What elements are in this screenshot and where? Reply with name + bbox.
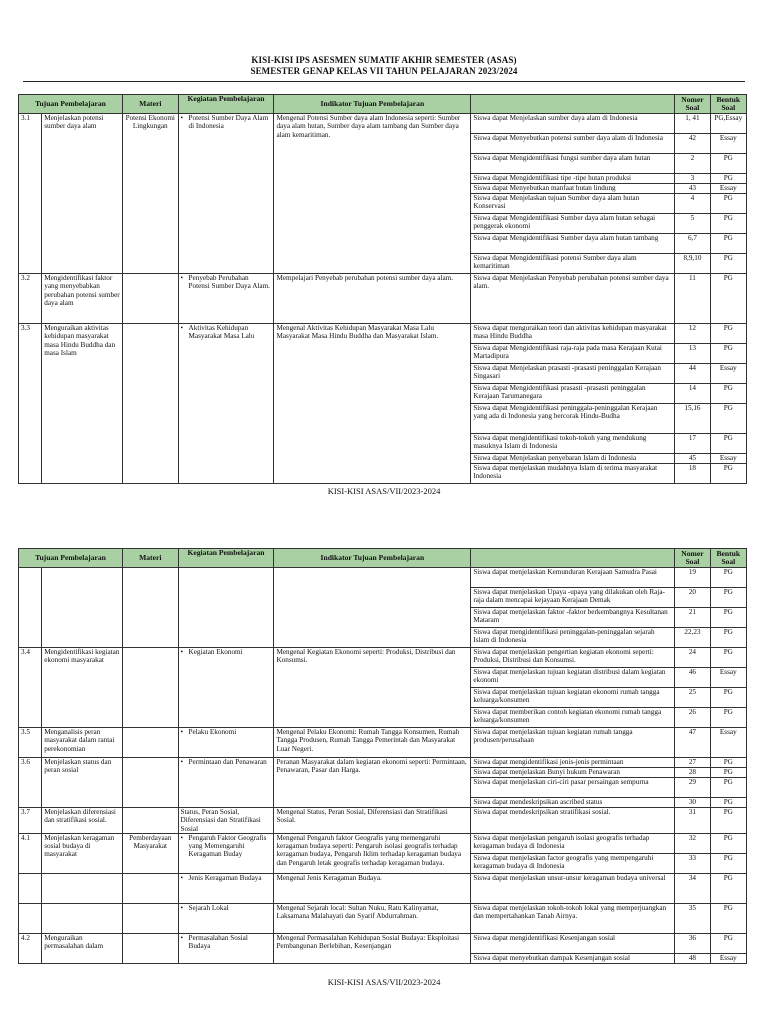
bentuk-soal: PG bbox=[710, 798, 746, 808]
bentuk-soal: PG bbox=[710, 688, 746, 708]
table-row bbox=[19, 833, 747, 853]
header-materi: Materi bbox=[123, 549, 179, 568]
header-blank bbox=[471, 95, 675, 114]
bentuk-soal: PG bbox=[710, 404, 746, 434]
kegiatan-cell bbox=[178, 324, 274, 484]
nomer-soal: 11 bbox=[675, 274, 710, 324]
kegiatan-text: Sejarah Lokal bbox=[188, 903, 229, 912]
nomer-soal: 44 bbox=[675, 364, 710, 384]
table-row bbox=[19, 648, 747, 668]
bentuk-soal: PG bbox=[710, 873, 746, 903]
kegiatan-cell bbox=[178, 758, 274, 808]
kegiatan-text: Kegiatan Ekonomi bbox=[188, 648, 243, 656]
nomer-soal: 15,16 bbox=[675, 404, 710, 434]
materi-cell: Potensi Ekonomi Lingkungan bbox=[123, 114, 179, 274]
bentuk-soal: PG bbox=[710, 194, 746, 214]
tp-number: 4.2 bbox=[19, 933, 42, 963]
kegiatan-text: Aktivitas Kehidupan Masyarakat Masa Lalu bbox=[188, 324, 255, 341]
materi-cell: Pemberdayaan Masyarakat bbox=[123, 833, 179, 873]
indikator-soal-text: Siswa dapat menjelaskan mudahnya Islam di terima masyarakat Indonesia bbox=[471, 464, 675, 484]
bullet-icon: • bbox=[180, 758, 184, 766]
nomer-soal: 12 bbox=[675, 324, 710, 344]
indikator-soal-text: Siswa dapat Mengidentifikasi prasasti -prasasti peninggalan Kerajaan Tarumanegara bbox=[471, 384, 675, 404]
page-footer: KISI-KISI ASAS/VII/2023-2024 bbox=[327, 977, 441, 987]
kegiatan-cell: Status, Peran Sosial, Diferensiasi dan Stratifikasi Sosial bbox=[178, 808, 274, 834]
bentuk-soal: PG bbox=[710, 384, 746, 404]
bentuk-soal: PG bbox=[710, 708, 746, 728]
indikator-soal-text: Siswa dapat Mengidentifikasi peninggala-peninggalan Kerajaan yang ada di Indonesia yang bercorak Hindu-Budha bbox=[471, 404, 675, 434]
nomer-soal: 8,9,10 bbox=[675, 254, 710, 274]
header-row bbox=[19, 95, 747, 114]
bentuk-soal: Essay bbox=[710, 184, 746, 194]
bullet-icon: • bbox=[180, 324, 184, 332]
bentuk-soal: Essay bbox=[710, 668, 746, 688]
bullet-icon: • bbox=[180, 728, 184, 736]
nomer-soal: 30 bbox=[675, 798, 710, 808]
kegiatan-text: Pengaruh Faktor Geografis yang Memengaruhi Keragaman Buday bbox=[188, 833, 267, 859]
bentuk-soal: PG bbox=[710, 434, 746, 454]
kegiatan-text: Potensi Sumber Daya Alam di Indonesia bbox=[188, 114, 269, 131]
indikator-soal-text: Siswa dapat Menjelaskan tujuan Sumber daya alam hutan Konservasi bbox=[471, 194, 675, 214]
indikator-soal-text: Siswa dapat Mengidentifikasi Sumber daya alam hutan sebagai penggerak ekonomi bbox=[471, 214, 675, 234]
kegiatan-cell bbox=[178, 933, 274, 963]
kegiatan-cell bbox=[178, 568, 274, 648]
indikator-soal-text: Siswa dapat Mengidentifikasi tipe -tipe hutan produksi bbox=[471, 174, 675, 184]
bentuk-soal: PG bbox=[710, 768, 746, 778]
tp-description: Menjelaskan potensi sumber daya alam bbox=[42, 114, 123, 274]
nomer-soal: 19 bbox=[675, 568, 710, 588]
indikator-soal-text: Siswa dapat mendeskripsikan ascribed status bbox=[471, 798, 675, 808]
nomer-soal: 1, 41 bbox=[675, 114, 710, 134]
tp-description bbox=[42, 568, 123, 648]
indikator-soal-text: Siswa dapat menjelaskan Upaya -upaya yang dilakukan oleh Raja-raja dalam mencapai kejayaan Kerajaan Demak bbox=[471, 588, 675, 608]
bentuk-soal: PG bbox=[710, 254, 746, 274]
kegiatan-item bbox=[181, 904, 272, 912]
nomer-soal: 3 bbox=[675, 174, 710, 184]
bentuk-soal: PG bbox=[710, 758, 746, 768]
bentuk-soal: PG bbox=[710, 324, 746, 344]
indikator-soal-text: Siswa dapat Mengidentifikasi Sumber daya alam hutan tambang bbox=[471, 234, 675, 254]
kegiatan-item bbox=[181, 834, 272, 859]
materi-cell bbox=[123, 324, 179, 484]
materi-cell bbox=[123, 808, 179, 834]
tp-description: Menguraikan aktivitas kehidupan masyarakat masa Hindu Buddha dan masa Islam bbox=[42, 324, 123, 484]
materi-cell bbox=[123, 758, 179, 808]
indikator-soal-text: Siswa dapat mendeskripsikan stratifikasi sosial. bbox=[471, 808, 675, 834]
bullet-icon: • bbox=[180, 274, 184, 282]
bentuk-soal: PG bbox=[710, 903, 746, 933]
indikator-soal-text: Siswa dapat mengidentifikasi Kesenjangan sosial bbox=[471, 933, 675, 953]
indikator-soal-text: Siswa dapat Menyebutkan potensi sumber daya alam di Indonesia bbox=[471, 134, 675, 154]
header-bentuk-soal: Bentuk Soal bbox=[710, 95, 746, 114]
kegiatan-item bbox=[181, 274, 272, 291]
tp-number bbox=[19, 568, 42, 648]
bentuk-soal: PG bbox=[710, 628, 746, 648]
nomer-soal: 18 bbox=[675, 464, 710, 484]
kegiatan-cell bbox=[178, 274, 274, 324]
bentuk-soal: PG bbox=[710, 174, 746, 184]
header-nomer-soal: Nomer Soal bbox=[675, 95, 710, 114]
indikator-soal-text: Siswa dapat menjelaskan tujuan kegiatan distribusi dalam kegiatan ekonomi bbox=[471, 668, 675, 688]
indikator-soal-text: Siswa dapat menjelaskan unsur-unsur keragaman budaya universal bbox=[471, 873, 675, 903]
materi-cell bbox=[123, 568, 179, 648]
tp-description: Mengidentifikasi faktor yang menyebabkan perubahan potensi sumber daya alam bbox=[42, 274, 123, 324]
nomer-soal: 46 bbox=[675, 668, 710, 688]
kisi-kisi-table-page-2 bbox=[18, 548, 747, 964]
page-footer: KISI-KISI ASAS/VII/2023-2024 bbox=[327, 486, 441, 496]
indikator-cell: Mengenal Status, Peran Sosial, Diferensiasi dan Stratifikasi Sosial. bbox=[274, 808, 471, 834]
indikator-soal-text: Siswa dapat Menjelaskan penyebaran Islam di Indonesia bbox=[471, 454, 675, 464]
header-indikator: Indikator Tujuan Pembelajaran bbox=[274, 95, 471, 114]
indikator-soal-text: Siswa dapat menjelaskan factor geografis yang mempengaruhi keragaman budaya di Indonesia bbox=[471, 853, 675, 873]
bentuk-soal: PG bbox=[710, 778, 746, 798]
kegiatan-cell bbox=[178, 648, 274, 728]
indikator-soal-text: Siswa dapat mengidentifikasi tokoh-tokoh yang mendukung masuknya Islam di Indonesia bbox=[471, 434, 675, 454]
tp-number: 3.2 bbox=[19, 274, 42, 324]
nomer-soal: 2 bbox=[675, 154, 710, 174]
header-kegiatan: Kegiatan Pembelajaran bbox=[178, 549, 274, 568]
bentuk-soal: Essay bbox=[710, 454, 746, 464]
kegiatan-text: Permasalahan Sosial Budaya bbox=[188, 933, 248, 951]
nomer-soal: 17 bbox=[675, 434, 710, 454]
bullet-icon: • bbox=[180, 114, 184, 122]
indikator-soal-text: Siswa dapat Menjelaskan Penyebab perubahan potensi sumber daya alam. bbox=[471, 274, 675, 324]
nomer-soal: 34 bbox=[675, 873, 710, 903]
nomer-soal: 6,7 bbox=[675, 234, 710, 254]
table-row bbox=[19, 324, 747, 344]
bentuk-soal: PG bbox=[710, 608, 746, 628]
indikator-cell: Mengenal Potensi Sumber daya alam Indonesia seperti: Sumber daya alam hutan, Sumber daya alam tambang dan Sumber daya alam kemaritiman. bbox=[274, 114, 471, 274]
table-row bbox=[19, 568, 747, 588]
indikator-soal-text: Siswa dapat menjelaskan tujuan kegiatan rumah tangga produsen/perusahaan bbox=[471, 728, 675, 758]
table-row bbox=[19, 728, 747, 758]
bullet-icon: • bbox=[180, 933, 184, 942]
bullet-icon: • bbox=[180, 903, 184, 912]
table-row bbox=[19, 933, 747, 953]
indikator-soal-text: Siswa dapat menjelaskan tujuan kegiatan ekonomi rumah tangga keluarga/konsumen bbox=[471, 688, 675, 708]
indikator-cell: Mengenal Pelaku Ekonomi: Rumah Tangga Konsumen, Rumah Tangga Produsen, Rumah Tangga Pemerintah dan Masyarakat Luar Negeri. bbox=[274, 728, 471, 758]
indikator-soal-text: Siswa dapat Menjelaskan sumber daya alam di Indonesia bbox=[471, 114, 675, 134]
kegiatan-item bbox=[181, 934, 272, 951]
nomer-soal: 42 bbox=[675, 134, 710, 154]
tp-description: Menjelaskan status dan peran sosial bbox=[42, 758, 123, 808]
bentuk-soal: PG,Essay bbox=[710, 114, 746, 134]
materi-cell bbox=[123, 933, 179, 963]
bentuk-soal: PG bbox=[710, 853, 746, 873]
indikator-cell bbox=[274, 568, 471, 648]
indikator-soal-text: Siswa dapat menyebutkan dampak Kesenjangan sosial bbox=[471, 953, 675, 963]
header-blank bbox=[471, 549, 675, 568]
kegiatan-text: Penyebab Perubahan Potensi Sumber Daya Alam. bbox=[188, 274, 270, 291]
indikator-cell: Mengenal Jenis Keragaman Budaya. bbox=[274, 873, 471, 903]
nomer-soal: 43 bbox=[675, 184, 710, 194]
kegiatan-item bbox=[181, 324, 272, 341]
indikator-soal-text: Siswa dapat mengidentifikasi jenis-jenis permintaan bbox=[471, 758, 675, 768]
table-row bbox=[19, 808, 747, 834]
bentuk-soal: Essay bbox=[710, 364, 746, 384]
nomer-soal: 27 bbox=[675, 758, 710, 768]
nomer-soal: 26 bbox=[675, 708, 710, 728]
indikator-cell: Mengenal Aktivitas Kehidupan Masyarakat Masa Lalu Masyarakat Masa Hindu Buddha dan Masyarakat Islam. bbox=[274, 324, 471, 484]
nomer-soal: 32 bbox=[675, 833, 710, 853]
kegiatan-cell bbox=[178, 114, 274, 274]
tp-description: Menjelaskan keragaman sosial budaya di masyarakat bbox=[42, 833, 123, 873]
header-bentuk-soal: Bentuk Soal bbox=[710, 549, 746, 568]
indikator-soal-text: Siswa dapat Menjelaskan prasasti -prasasti peninggalan Kerajaan Singasari bbox=[471, 364, 675, 384]
bentuk-soal: PG bbox=[710, 214, 746, 234]
document-subtitle: SEMESTER GENAP KELAS VII TAHUN PELAJARAN 2023/2024 bbox=[250, 66, 518, 76]
kegiatan-text: Jenis Keragaman Budaya bbox=[188, 873, 262, 882]
nomer-soal: 36 bbox=[675, 933, 710, 953]
header-tujuan: Tujuan Pembelajaran bbox=[19, 549, 123, 568]
bentuk-soal: PG bbox=[710, 344, 746, 364]
indikator-soal-text: Siswa dapat mengidentifikasi peninggalan-peninggalan sejarah Islam di Indonesia bbox=[471, 628, 675, 648]
indikator-soal-text: Siswa dapat Menyebutkan manfaat hutan lindung bbox=[471, 184, 675, 194]
nomer-soal: 4 bbox=[675, 194, 710, 214]
kegiatan-text: Permintaan dan Penawaran bbox=[188, 758, 267, 766]
nomer-soal: 14 bbox=[675, 384, 710, 404]
bentuk-soal: PG bbox=[710, 274, 746, 324]
nomer-soal: 5 bbox=[675, 214, 710, 234]
tp-description: Menguraikan permasalahan dalam bbox=[42, 933, 123, 963]
kisi-kisi-table-page-1 bbox=[18, 94, 747, 484]
header-nomer-soal: Nomer Soal bbox=[675, 549, 710, 568]
indikator-soal-text: Siswa dapat menjelaskan faktor -faktor berkembangnya Kesultanan Mataram bbox=[471, 608, 675, 628]
nomer-soal: 22,23 bbox=[675, 628, 710, 648]
tp-description bbox=[42, 903, 123, 933]
table-row bbox=[19, 873, 747, 903]
bentuk-soal: PG bbox=[710, 833, 746, 853]
materi-cell bbox=[123, 903, 179, 933]
indikator-soal-text: Siswa dapat Mengidentifikasi fungsi sumber daya alam hutan bbox=[471, 154, 675, 174]
title-divider bbox=[23, 81, 745, 82]
bullet-icon: • bbox=[180, 648, 184, 656]
bentuk-soal: PG bbox=[710, 933, 746, 953]
tp-number: 4.1 bbox=[19, 833, 42, 873]
indikator-soal-text: Siswa dapat menjelaskan ciri-ciri pasar persaingan sempurna bbox=[471, 778, 675, 798]
nomer-soal: 21 bbox=[675, 608, 710, 628]
kegiatan-text: Pelaku Ekonomi bbox=[188, 728, 237, 736]
table-row bbox=[19, 114, 747, 134]
indikator-cell: Mengenal Pengaruh faktor Geografis yang memengaruhi keragaman budaya seperti: Pengaruh isolasi geografis terhadap keragaman budaya, Pengaruh Iklim terhadap keragaman budaya dan Pengaruh letak geografis terhadap keragaman budaya. bbox=[274, 833, 471, 873]
bentuk-soal: Essay bbox=[710, 134, 746, 154]
bentuk-soal: PG bbox=[710, 808, 746, 834]
table-row bbox=[19, 758, 747, 768]
bullet-icon: • bbox=[180, 833, 184, 842]
indikator-soal-text: Siswa dapat menjelaskan Kemunduran Kerajaan Samudra Pasai bbox=[471, 568, 675, 588]
materi-cell bbox=[123, 648, 179, 728]
indikator-soal-text: Siswa dapat Mengidentifikasi potensi Sumber daya alam kemaritiman bbox=[471, 254, 675, 274]
nomer-soal: 20 bbox=[675, 588, 710, 608]
nomer-soal: 25 bbox=[675, 688, 710, 708]
kegiatan-cell bbox=[178, 728, 274, 758]
nomer-soal: 33 bbox=[675, 853, 710, 873]
tp-description: Mengidentifikasi kegiatan ekonomi masyarakat bbox=[42, 648, 123, 728]
tp-number: 3.4 bbox=[19, 648, 42, 728]
indikator-soal-text: Siswa dapat menjelaskan pengertian kegiatan ekonomi seperti: Produksi, Distribusi dan Konsumsi. bbox=[471, 648, 675, 668]
kegiatan-item bbox=[181, 114, 272, 131]
nomer-soal: 45 bbox=[675, 454, 710, 464]
materi-cell bbox=[123, 728, 179, 758]
tp-description: Menjelaskan diferensiasi dan stratifikasi sosial. bbox=[42, 808, 123, 834]
header-materi: Materi bbox=[123, 95, 179, 114]
kegiatan-cell bbox=[178, 873, 274, 903]
nomer-soal: 48 bbox=[675, 953, 710, 963]
header-tujuan: Tujuan Pembelajaran bbox=[19, 95, 123, 114]
indikator-cell: Mengenal Kegiatan Ekonomi seperti: Produksi, Distribusi dan Konsumsi. bbox=[274, 648, 471, 728]
nomer-soal: 24 bbox=[675, 648, 710, 668]
kegiatan-item bbox=[181, 874, 272, 882]
tp-number bbox=[19, 903, 42, 933]
tp-number: 3.6 bbox=[19, 758, 42, 808]
indikator-soal-text: Siswa dapat menjelaskan tokoh-tokoh lokal yang memperjuangkan dan mempertahankan Tanah Airnya. bbox=[471, 903, 675, 933]
nomer-soal: 28 bbox=[675, 768, 710, 778]
nomer-soal: 13 bbox=[675, 344, 710, 364]
bentuk-soal: PG bbox=[710, 154, 746, 174]
bullet-icon: • bbox=[180, 873, 184, 882]
kegiatan-item bbox=[181, 648, 272, 656]
tp-number bbox=[19, 873, 42, 903]
kegiatan-cell bbox=[178, 833, 274, 873]
bentuk-soal: Essay bbox=[710, 728, 746, 758]
bentuk-soal: Essay bbox=[710, 953, 746, 963]
tp-number: 3.3 bbox=[19, 324, 42, 484]
kegiatan-cell bbox=[178, 903, 274, 933]
indikator-soal-text: Siswa dapat menjelaskan pengaruh isolasi geografis terhadap keragaman budaya di Indonesia bbox=[471, 833, 675, 853]
bentuk-soal: PG bbox=[710, 234, 746, 254]
header-indikator: Indikator Tujuan Pembelajaran bbox=[274, 549, 471, 568]
indikator-cell: Mempelajari Penyebab perubahan potensi sumber daya alam. bbox=[274, 274, 471, 324]
indikator-soal-text: Siswa dapat memberikan contoh kegiatan ekonomi rumah tangga keluarga/konsumen bbox=[471, 708, 675, 728]
indikator-cell: Peranan Masyarakat dalam kegiatan ekonomi seperti: Permintaan, Penawaran, Pasar dan Harga. bbox=[274, 758, 471, 808]
document-title: KISI-KISI IPS ASESMEN SUMATIF AKHIR SEMESTER (ASAS) bbox=[251, 55, 517, 65]
bentuk-soal: PG bbox=[710, 464, 746, 484]
nomer-soal: 29 bbox=[675, 778, 710, 798]
materi-cell bbox=[123, 274, 179, 324]
tp-number: 3.1 bbox=[19, 114, 42, 274]
header-row bbox=[19, 549, 747, 568]
table-row bbox=[19, 903, 747, 933]
kegiatan-item bbox=[181, 758, 272, 766]
nomer-soal: 35 bbox=[675, 903, 710, 933]
bentuk-soal: PG bbox=[710, 648, 746, 668]
tp-number: 3.5 bbox=[19, 728, 42, 758]
nomer-soal: 47 bbox=[675, 728, 710, 758]
nomer-soal: 31 bbox=[675, 808, 710, 834]
bentuk-soal: PG bbox=[710, 568, 746, 588]
materi-cell bbox=[123, 873, 179, 903]
tp-description bbox=[42, 873, 123, 903]
indikator-cell: Mengenal Sejarah local: Sultan Nuku, Ratu Kalinyamat, Laksamana Malahayati dan Syarif Abdurrahman. bbox=[274, 903, 471, 933]
header-kegiatan: Kegiatan Pembelajaran bbox=[178, 95, 274, 114]
indikator-soal-text: Siswa dapat Mengidentifikasi raja-raja pada masa Kerajaan Kutai Martadipura bbox=[471, 344, 675, 364]
indikator-cell: Mengenal Permasalahan Kehidupan Sosial Budaya: Eksploitasi Pembangunan Berlebihan, Kesenjangan bbox=[274, 933, 471, 963]
bentuk-soal: PG bbox=[710, 588, 746, 608]
tp-number: 3.7 bbox=[19, 808, 42, 834]
indikator-soal-text: Siswa dapat menguraikan teori dan aktivitas kehidupan masyarakat masa Hindu Buddha bbox=[471, 324, 675, 344]
table-row bbox=[19, 274, 747, 324]
indikator-soal-text: Siswa dapat menjelaskan Bunyi hukum Penawaran bbox=[471, 768, 675, 778]
kegiatan-item bbox=[181, 728, 272, 736]
tp-description: Menganalisis peran masyarakat dalam rantai perekonomian bbox=[42, 728, 123, 758]
